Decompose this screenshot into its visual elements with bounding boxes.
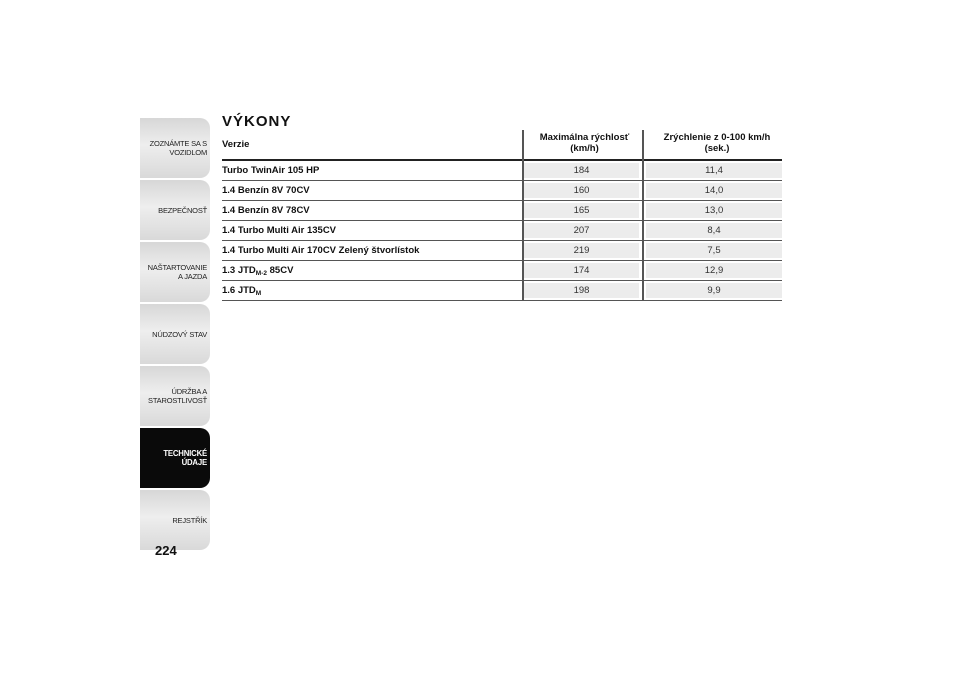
table-row	[222, 221, 782, 241]
column-divider	[642, 181, 644, 200]
column-divider	[642, 241, 644, 260]
cell-acceleration: 11,4	[646, 163, 782, 178]
cell-max-speed: 207	[524, 223, 639, 238]
cell-acceleration: 7,5	[646, 243, 782, 258]
tab-zoznamte-sa[interactable]	[140, 118, 210, 178]
tab-bezpecnost[interactable]	[140, 180, 210, 240]
cell-version	[222, 185, 310, 196]
table-row	[222, 201, 782, 221]
tab-nastartovanie[interactable]	[140, 242, 210, 302]
table-body	[222, 161, 782, 301]
cell-acceleration: 14,0	[646, 183, 782, 198]
tab-label: NAŠTARTOVANIE A JAZDA	[147, 263, 207, 281]
cell-max-speed: 219	[524, 243, 639, 258]
cell-max-speed: 174	[524, 263, 639, 278]
table-row	[222, 181, 782, 201]
cell-version	[222, 285, 261, 297]
version-name: 1.4 Turbo Multi Air 135CV	[222, 225, 337, 236]
version-suffix: 85CV	[267, 265, 294, 276]
tab-technicke-udaje[interactable]	[140, 428, 210, 488]
version-name: 1.6 JTD	[222, 285, 256, 296]
cell-version	[222, 245, 419, 256]
version-name: 1.4 Turbo Multi Air 170CV Zelený štvorlístok	[222, 245, 420, 256]
tab-label: ÚDRŽBA A STAROSTLIVOSŤ	[148, 387, 207, 405]
column-divider	[642, 261, 644, 280]
cell-max-speed: 184	[524, 163, 639, 178]
cell-max-speed: 165	[524, 203, 639, 218]
column-divider	[522, 130, 524, 161]
tab-label: NÚDZOVÝ STAV	[152, 329, 207, 339]
table-row	[222, 161, 782, 181]
cell-acceleration: 8,4	[646, 223, 782, 238]
cell-version	[222, 225, 336, 236]
header-accel	[652, 132, 782, 154]
header-version: Verzie	[222, 139, 250, 150]
column-divider	[642, 221, 644, 240]
cell-max-speed: 198	[524, 283, 639, 298]
version-name: 1.4 Benzín 8V 78CV	[222, 205, 310, 216]
performance-table	[222, 128, 782, 301]
tab-label: TECHNICKÉ ÚDAJE	[163, 449, 207, 467]
header-speed-line1: Maximálna rýchlosť	[539, 132, 630, 143]
header-accel-line2: (sek.)	[704, 143, 730, 154]
cell-version	[222, 165, 319, 176]
chapter-tabs	[140, 118, 210, 552]
column-divider	[642, 281, 644, 300]
header-speed-line2: (km/h)	[570, 143, 599, 154]
page-number: 224	[155, 543, 177, 558]
tab-label: ZOZNÁMTE SA S VOZIDLOM	[149, 139, 207, 157]
tab-rejstrik[interactable]	[140, 490, 210, 550]
column-divider	[642, 201, 644, 220]
version-name: Turbo TwinAir 105 HP	[222, 165, 320, 176]
version-name: 1.4 Benzín 8V 70CV	[222, 185, 310, 196]
version-subscript: M	[255, 290, 262, 297]
table-row	[222, 281, 782, 301]
header-speed	[522, 132, 647, 154]
tab-label: BEZPEČNOSŤ	[158, 205, 207, 215]
cell-acceleration: 9,9	[646, 283, 782, 298]
tab-udrzba[interactable]	[140, 366, 210, 426]
page-title: VÝKONY	[222, 113, 292, 130]
tab-label: REJSTŘÍK	[172, 515, 207, 525]
table-row	[222, 241, 782, 261]
cell-version	[222, 205, 310, 216]
column-divider	[642, 161, 644, 180]
column-divider	[642, 130, 644, 161]
cell-max-speed: 160	[524, 183, 639, 198]
table-header	[222, 128, 782, 161]
version-subscript: M-2	[255, 270, 267, 277]
cell-version	[222, 265, 293, 277]
tab-nudzovy-stav[interactable]	[140, 304, 210, 364]
version-name: 1.3 JTD	[222, 265, 256, 276]
cell-acceleration: 12,9	[646, 263, 782, 278]
header-accel-line1: Zrýchlenie z 0-100 km/h	[663, 132, 771, 143]
cell-acceleration: 13,0	[646, 203, 782, 218]
table-row	[222, 261, 782, 281]
